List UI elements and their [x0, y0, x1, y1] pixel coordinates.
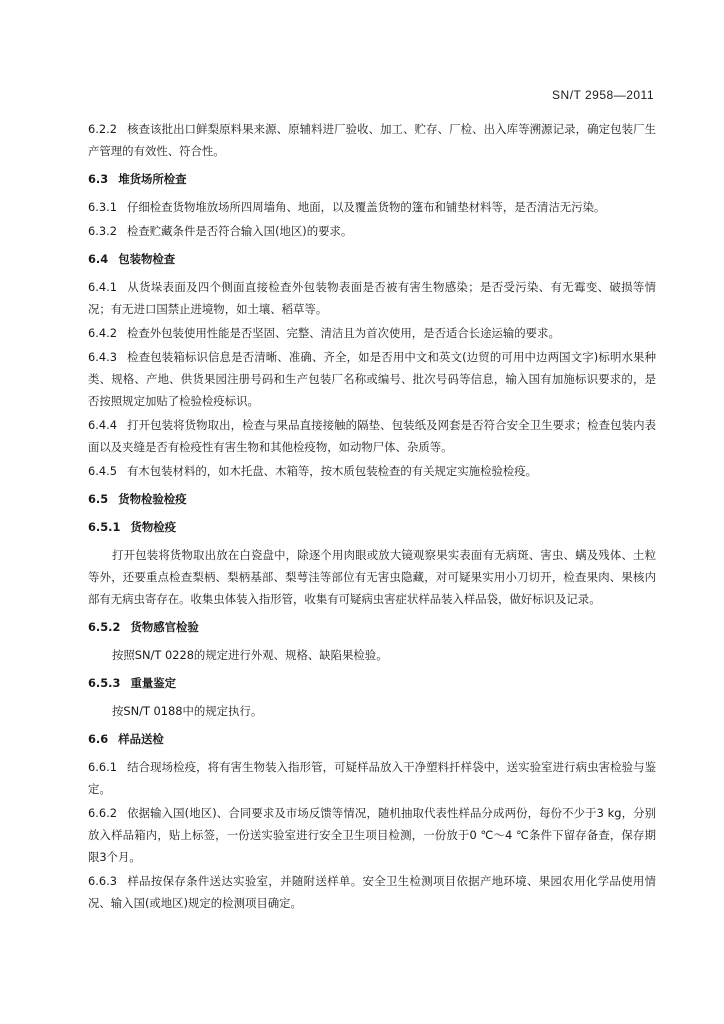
numbered-clause — [88, 220, 656, 242]
clause-text: 按SN/T 0188中的规定执行。 — [112, 704, 263, 718]
clause-number: 6.5 — [88, 492, 109, 506]
clause-number: 6.6.2 — [88, 806, 117, 820]
clause-text: 打开包装将货物取出放在白瓷盘中，除逐个用肉眼或放大镜观察果实表面有无病斑、害虫、螨及残体、土粒等外，还要重点检查梨柄、梨柄基部、梨萼洼等部位有无害虫隐藏，对可疑果实用小刀切开，检查果肉、果核内部有无病虫寄存在。收集虫体装入指形管，收集有可疑病虫害症状样品装入样品袋，做好标识及记录。 — [88, 548, 656, 606]
clause-text: 按照SN/T 0228的规定进行外观、规格、缺陷果检验。 — [112, 648, 388, 662]
clause-number: 6.5.3 — [88, 676, 121, 690]
clause-text: 打开包装将货物取出，检查与果品直接接触的隔垫、包装纸及网套是否符合安全卫生要求；检查包装内表面以及夹缝是否有检疫性有害生物和其他检疫物，如动物尸体、杂质等。 — [88, 418, 656, 454]
numbered-clause — [88, 276, 656, 320]
clause-text: 仔细检查货物堆放场所四周墙角、地面，以及覆盖货物的篷布和铺垫材料等，是否清洁无污染。 — [126, 200, 606, 214]
section-heading — [88, 672, 656, 694]
clause-number: 6.6 — [88, 732, 109, 746]
clause-number: 6.4 — [88, 252, 109, 266]
clause-number: 6.5.1 — [88, 520, 121, 534]
numbered-clause — [88, 414, 656, 458]
clause-number: 6.3.1 — [88, 200, 117, 214]
clause-text: 从货垛表面及四个侧面直接检查外包装物表面是否被有害生物感染；是否受污染、有无霉变、破损等情况；有无进口国禁止进境物，如土壤、稻草等。 — [88, 280, 656, 316]
section-heading — [88, 516, 656, 538]
clause-text: 检查外包装使用性能是否坚固、完整、清洁且为首次使用，是否适合长途运输的要求。 — [126, 326, 560, 340]
numbered-clause — [88, 802, 656, 868]
clause-text: 有木包装材料的，如木托盘、木箱等，按木质包装检查的有关规定实施检验检疫。 — [126, 464, 538, 478]
clause-number: 6.3 — [88, 172, 109, 186]
body-paragraph — [88, 544, 656, 610]
clause-text: 核查该批出口鲜梨原料果来源、原辅料进厂验收、加工、贮存、厂检、出入库等溯源记录，确定包装厂生产管理的有效性、符合性。 — [88, 122, 656, 158]
numbered-clause — [88, 322, 656, 344]
section-heading — [88, 616, 656, 638]
clause-text: 结合现场检疫，将有害生物装入指形管，可疑样品放入干净塑料扦样袋中，送实验室进行病虫害检验与鉴定。 — [88, 760, 656, 796]
clause-number: 6.4.2 — [88, 326, 117, 340]
clause-number: 6.4.5 — [88, 464, 117, 478]
clause-number: 6.4.4 — [88, 418, 117, 432]
clause-text: 依据输入国(地区)、合同要求及市场反馈等情况，随机抽取代表性样品分成两份，每份不少于3 kg，分别放入样品箱内，贴上标签，一份送实验室进行安全卫生项目检测，一份放于0 ℃～4 ℃条件下留存备查，保存期限3个月。 — [88, 806, 656, 864]
numbered-clause — [88, 346, 656, 412]
section-heading — [88, 728, 656, 750]
clause-number: 6.4.1 — [88, 280, 117, 294]
document-body — [88, 118, 656, 916]
clause-text: 堆货场所检查 — [118, 172, 187, 186]
clause-text: 包装物检查 — [118, 252, 176, 266]
numbered-clause — [88, 870, 656, 914]
clause-text: 货物感官检验 — [130, 620, 199, 634]
clause-number: 6.5.2 — [88, 620, 121, 634]
clause-text: 货物检疫 — [130, 520, 177, 534]
clause-number: 6.6.3 — [88, 874, 117, 888]
clause-text: 货物检验检疫 — [118, 492, 187, 506]
clause-text: 检查包装箱标识信息是否清晰、准确、齐全，如是否用中文和英文(边贸的可用中边两国文字)标明水果种类、规格、产地、供货果园注册号码和生产包装厂名称或编号、批次号码等信息，输入国有加施标识要求的，是否按照规定加贴了检验检疫标识。 — [88, 350, 656, 408]
clause-text: 样品按保存条件送达实验室，并随附送样单。安全卫生检测项目依据产地环境、果园农用化学品使用情况、输入国(或地区)规定的检测项目确定。 — [88, 874, 656, 910]
numbered-clause — [88, 118, 656, 162]
clause-number: 6.2.2 — [88, 122, 117, 136]
clause-text: 重量鉴定 — [130, 676, 177, 690]
standard-code: SN/T 2958—2011 — [552, 88, 654, 102]
section-heading — [88, 248, 656, 270]
body-paragraph — [88, 700, 656, 722]
numbered-clause — [88, 460, 656, 482]
section-heading — [88, 488, 656, 510]
clause-number: 6.6.1 — [88, 760, 117, 774]
clause-text: 样品送检 — [118, 732, 164, 746]
clause-text: 检查贮藏条件是否符合输入国(地区)的要求。 — [126, 224, 353, 238]
section-heading — [88, 168, 656, 190]
clause-number: 6.4.3 — [88, 350, 117, 364]
body-paragraph — [88, 644, 656, 666]
numbered-clause — [88, 196, 656, 218]
numbered-clause — [88, 756, 656, 800]
clause-number: 6.3.2 — [88, 224, 117, 238]
